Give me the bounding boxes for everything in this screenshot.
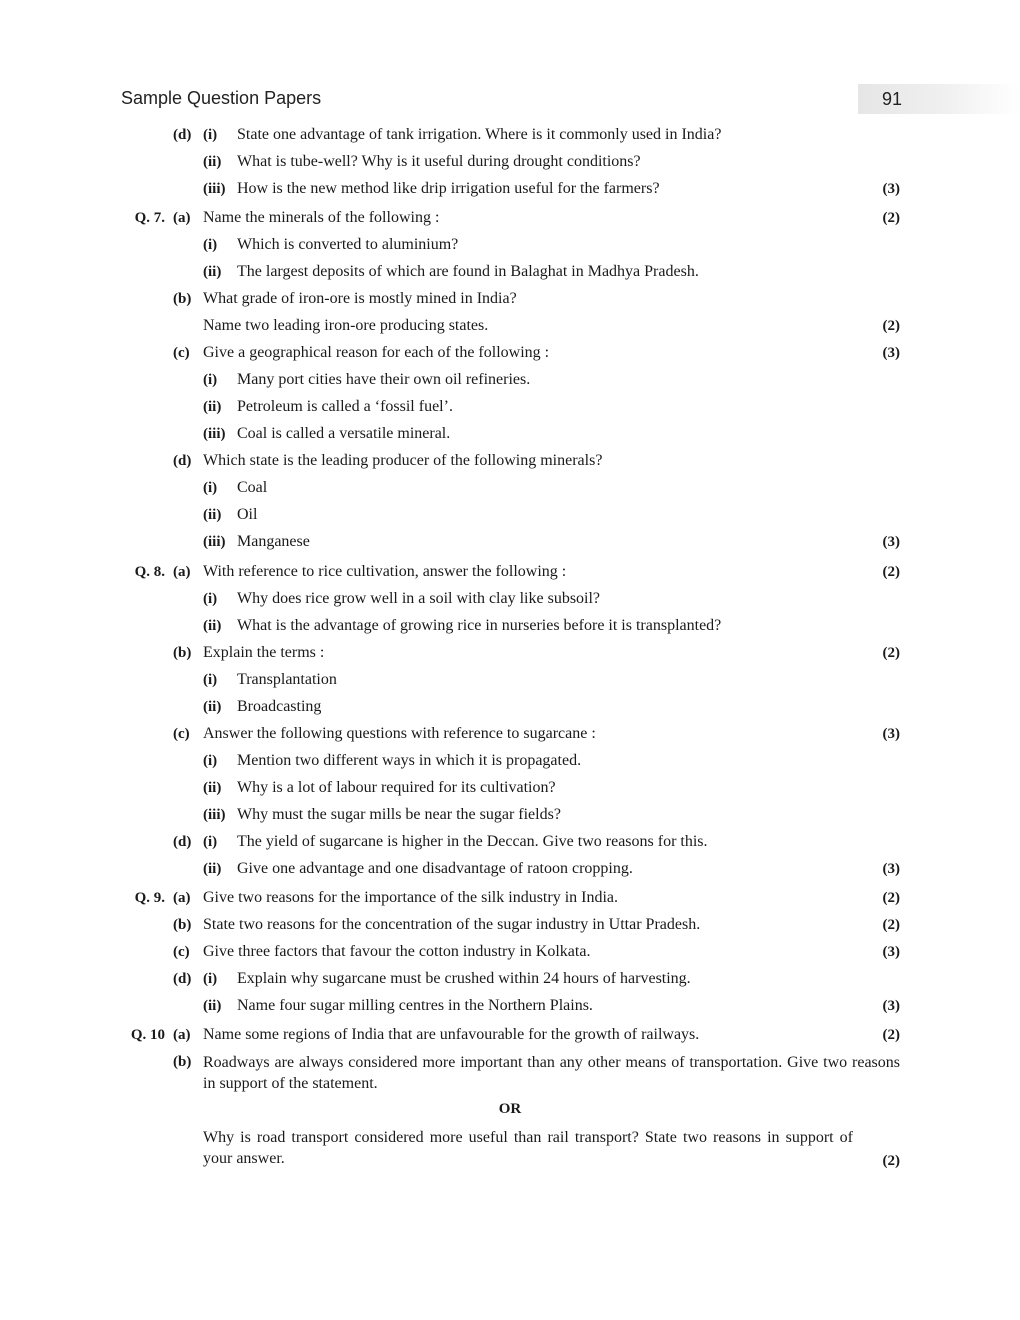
marks: (3) — [882, 534, 900, 550]
question-text: Transplantation — [237, 671, 337, 688]
question-line — [0, 915, 1020, 942]
question-line — [0, 505, 1020, 532]
question-text: Give two reasons for the importance of the silk industry in India. — [203, 889, 619, 906]
question-text: Which is converted to aluminium? — [237, 236, 459, 253]
subpart-label: (ii) — [203, 699, 222, 715]
question-line — [0, 832, 1020, 859]
question-text: The yield of sugarcane is higher in the Deccan. Give two reasons for this. — [237, 833, 708, 850]
part-label: (c) — [173, 345, 190, 361]
question-number: Q. 9. — [134, 890, 165, 906]
part-label: (b) — [173, 917, 192, 933]
subpart-label: (ii) — [203, 154, 222, 170]
subpart-label: (iii) — [203, 426, 226, 442]
marks: (3) — [882, 181, 900, 197]
part-label: (c) — [173, 726, 190, 742]
question-line — [0, 697, 1020, 724]
question-text: Why must the sugar mills be near the sugar fields? — [237, 806, 561, 823]
question-line — [0, 208, 1020, 235]
question-line — [0, 589, 1020, 616]
marks: (2) — [882, 564, 900, 580]
question-text: State two reasons for the concentration of the sugar industry in Uttar Pradesh. — [203, 916, 701, 933]
question-line — [0, 996, 1020, 1023]
question-number: Q. 10 — [130, 1027, 165, 1043]
subpart-label: (ii) — [203, 264, 222, 280]
question-line — [0, 235, 1020, 262]
subpart-label: (ii) — [203, 861, 222, 877]
question-10b-text: Roadways are always considered more important than any other means of transportation. Give two reasons in support of the statement. — [203, 1054, 900, 1092]
question-text: Answer the following questions with reference to sugarcane : — [203, 725, 596, 742]
question-line — [0, 643, 1020, 670]
question-line — [0, 424, 1020, 451]
marks: (3) — [882, 998, 900, 1014]
question-text: Coal is called a versatile mineral. — [237, 425, 451, 442]
question-text: The largest deposits of which are found in Balaghat in Madhya Pradesh. — [237, 263, 699, 280]
question-line — [0, 343, 1020, 370]
subpart-label: (i) — [203, 480, 218, 496]
subpart-label: (i) — [203, 372, 218, 388]
question-line — [0, 1025, 1020, 1052]
question-text: Name four sugar milling centres in the Northern Plains. — [237, 997, 593, 1014]
question-line — [0, 724, 1020, 751]
question-10b-marks-row — [0, 1151, 1020, 1178]
question-text: Broadcasting — [237, 698, 322, 715]
question-text: Mention two different ways in which it is propagated. — [237, 752, 582, 769]
subpart-label: (i) — [203, 834, 218, 850]
question-number: Q. 8. — [134, 564, 165, 580]
question-10b-alt-text: Why is road transport considered more useful than rail transport? State two reasons in support of your answer. — [203, 1129, 853, 1167]
part-label: (a) — [173, 890, 191, 906]
part-label: (d) — [173, 834, 192, 850]
marks: (2) — [882, 645, 900, 661]
question-line — [0, 179, 1020, 206]
question-text: With reference to rice cultivation, answer the following : — [203, 563, 567, 580]
part-label: (c) — [173, 944, 190, 960]
question-text: What is the advantage of growing rice in nurseries before it is transplanted? — [237, 617, 722, 634]
part-label: (b) — [173, 291, 192, 307]
marks: (2) — [882, 917, 900, 933]
part-label: (d) — [173, 971, 192, 987]
subpart-label: (ii) — [203, 399, 222, 415]
question-text: Explain the terms : — [203, 644, 325, 661]
question-text: Why does rice grow well in a soil with clay like subsoil? — [237, 590, 601, 607]
marks: (3) — [882, 345, 900, 361]
page-number: 91 — [882, 89, 903, 109]
question-text: Give one advantage and one disadvantage of ratoon cropping. — [237, 860, 633, 877]
marks: (2) — [882, 1027, 900, 1043]
part-label: (a) — [173, 564, 191, 580]
question-line — [0, 778, 1020, 805]
part-label: (b) — [173, 645, 192, 661]
subpart-label: (i) — [203, 591, 218, 607]
question-text: Name the minerals of the following : — [203, 209, 440, 226]
subpart-label: (iii) — [203, 181, 226, 197]
question-text: Name some regions of India that are unfavourable for the growth of railways. — [203, 1026, 700, 1043]
marks: (3) — [882, 726, 900, 742]
question-line — [0, 670, 1020, 697]
subpart-label: (i) — [203, 672, 218, 688]
marks: (2) — [882, 890, 900, 906]
part-label: (a) — [173, 1027, 191, 1043]
question-text: State one advantage of tank irrigation. Where is it commonly used in India? — [237, 126, 722, 143]
question-line — [0, 397, 1020, 424]
question-text: Give a geographical reason for each of the following : — [203, 344, 550, 361]
question-text: Explain why sugarcane must be crushed within 24 hours of harvesting. — [237, 970, 691, 987]
marks: (2) — [882, 210, 900, 226]
question-text: Petroleum is called a ‘fossil fuel’. — [237, 398, 453, 415]
question-line — [0, 532, 1020, 559]
question-line — [0, 805, 1020, 832]
subpart-label: (i) — [203, 127, 218, 143]
subpart-label: (ii) — [203, 507, 222, 523]
page-number-badge — [858, 84, 1020, 114]
question-line — [0, 316, 1020, 343]
question-line — [0, 562, 1020, 589]
question-text: Name two leading iron-ore producing states. — [203, 317, 489, 334]
question-line — [0, 262, 1020, 289]
question-text: What is tube-well? Why is it useful during drought conditions? — [237, 153, 641, 170]
part-label: (d) — [173, 127, 192, 143]
question-text: Coal — [237, 479, 268, 496]
part-label: (a) — [173, 210, 191, 226]
subpart-label: (iii) — [203, 807, 226, 823]
marks: (3) — [882, 944, 900, 960]
question-text: Oil — [237, 506, 258, 523]
or-separator: OR — [498, 1101, 522, 1117]
part-label: (b) — [173, 1054, 192, 1070]
question-text: What grade of iron-ore is mostly mined in India? — [203, 290, 517, 307]
question-line — [0, 125, 1020, 152]
marks: (2) — [882, 318, 900, 334]
question-line — [0, 478, 1020, 505]
subpart-label: (i) — [203, 237, 218, 253]
subpart-label: (ii) — [203, 780, 222, 796]
subpart-label: (i) — [203, 753, 218, 769]
question-number: Q. 7. — [134, 210, 165, 226]
question-line — [0, 152, 1020, 179]
subpart-label: (i) — [203, 971, 218, 987]
question-text: How is the new method like drip irrigation useful for the farmers? — [237, 180, 660, 197]
marks: (3) — [882, 861, 900, 877]
question-line — [0, 370, 1020, 397]
subpart-label: (ii) — [203, 998, 222, 1014]
question-text: Manganese — [237, 533, 310, 550]
question-text: Which state is the leading producer of the following minerals? — [203, 452, 603, 469]
question-text: Many port cities have their own oil refineries. — [237, 371, 531, 388]
part-label: (d) — [173, 453, 192, 469]
question-line — [0, 888, 1020, 915]
question-line — [0, 289, 1020, 316]
subpart-label: (ii) — [203, 618, 222, 634]
question-text: Give three factors that favour the cotton industry in Kolkata. — [203, 943, 591, 960]
question-line — [0, 942, 1020, 969]
question-line — [0, 859, 1020, 886]
running-header-title: Sample Question Papers — [121, 88, 322, 108]
question-line — [0, 969, 1020, 996]
subpart-label: (iii) — [203, 534, 226, 550]
marks: (2) — [882, 1153, 900, 1169]
question-line — [0, 451, 1020, 478]
question-text: Why is a lot of labour required for its cultivation? — [237, 779, 556, 796]
question-line — [0, 751, 1020, 778]
question-line — [0, 616, 1020, 643]
